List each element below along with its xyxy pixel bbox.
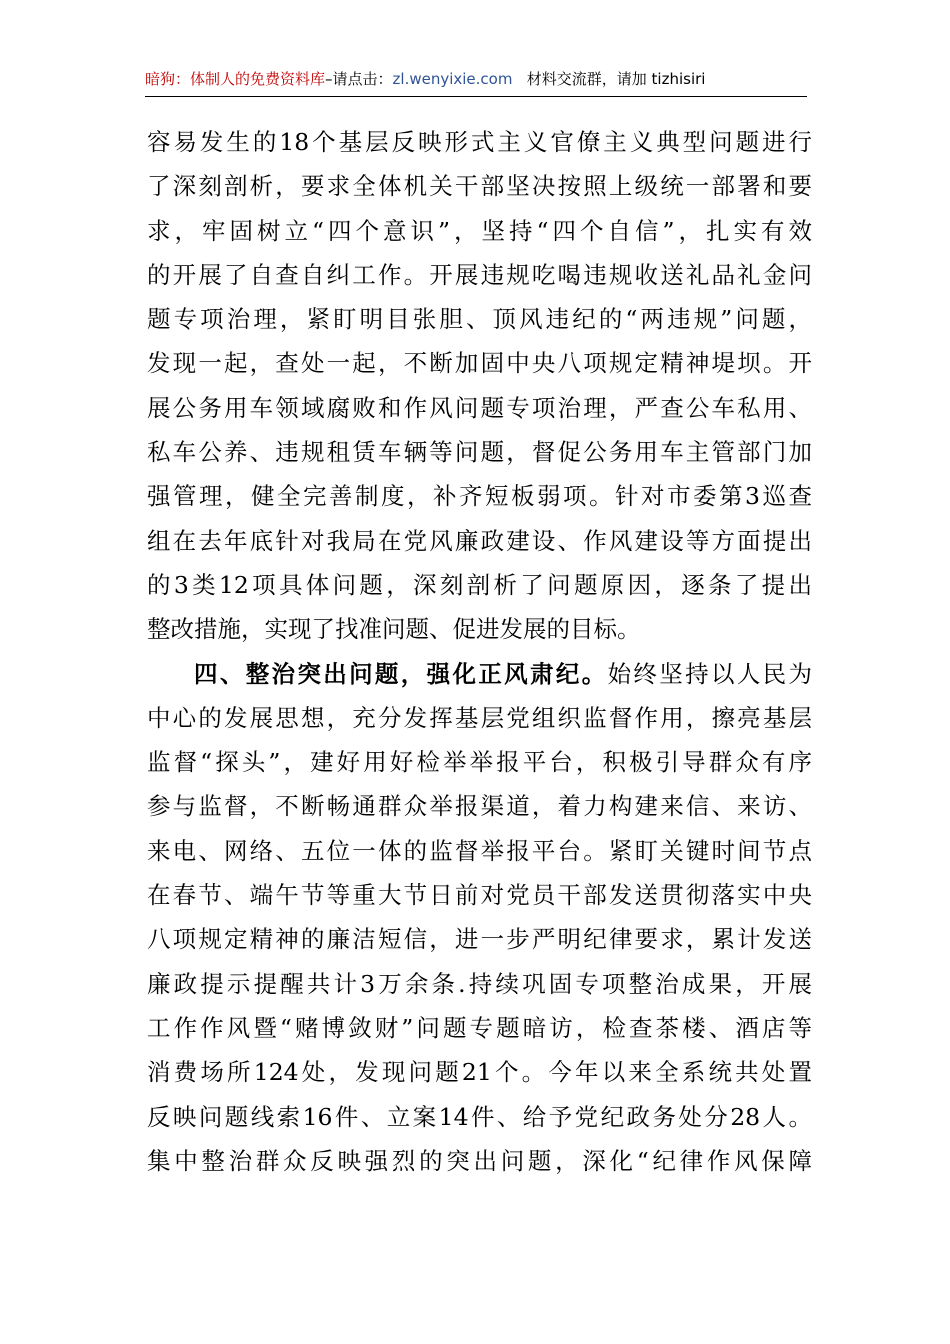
text-line: 展公务用车领域腐败和作风问题专项治理，严查公车私用、 (147, 393, 812, 422)
text-line: 题专项治理，紧盯明目张胆、顶风违纪的“两违规”问题， (147, 305, 812, 334)
text-line: 求，牢固树立“四个意识”，坚持“四个自信”，扎实有效 (147, 216, 812, 245)
text-line: 了深刻剖析，要求全体机关干部坚决按照上级统一部署和要 (147, 172, 812, 201)
text-line (147, 652, 812, 696)
text-line: 的3类12项具体问题，深刻剖析了问题原因，逐条了提出 (147, 570, 812, 599)
paragraph-2 (147, 652, 812, 1184)
text-line: 发现一起，查处一起，不断加固中央八项规定精神堤坝。开 (147, 349, 812, 378)
text-line: 在春节、端午节等重大节日前对党员干部发送贯彻落实中央 (147, 881, 812, 910)
site-name: 暗狗：体制人的免费资料库 (145, 70, 326, 88)
section-heading: 四、整治突出问题，强化正风肃纪。 (194, 659, 608, 688)
heading-line-rest: 始终坚持以人民为 (607, 659, 813, 688)
site-url-link[interactable]: zl.wenyixie.com (392, 70, 513, 88)
text-line: 强管理，健全完善制度，补齐短板弱项。针对市委第3巡查 (147, 482, 812, 511)
text-line: 消费场所124处，发现问题21个。今年以来全系统共处置 (147, 1058, 812, 1087)
text-line: 整改措施，实现了找准问题、促进发展的目标。 (147, 615, 641, 644)
text-line: 廉政提示提醒共计3万余条.持续巩固专项整治成果，开展 (147, 969, 812, 998)
text-line: 八项规定精神的廉洁短信，进一步严明纪律要求，累计发送 (147, 925, 812, 954)
text-line: 的开展了自查自纠工作。开展违规吃喝违规收送礼品礼金问 (147, 260, 812, 289)
page-header (145, 68, 807, 97)
text-line: 监督“探头”，建好用好检举举报平台，积极引导群众有序 (147, 748, 812, 777)
text-line: 反映问题线索16件、立案14件、给予党纪政务处分28人。 (147, 1102, 812, 1131)
text-line: 集中整治群众反映强烈的突出问题，深化“纪律作风保障 (147, 1146, 812, 1175)
text-line: 组在去年底针对我局在党风廉政建设、作风建设等方面提出 (147, 526, 812, 555)
document-body (147, 120, 812, 1183)
text-line: 中心的发展思想，充分发挥基层党组织监督作用，擦亮基层 (147, 703, 812, 732)
paragraph-1 (147, 120, 812, 652)
click-prompt: –请点击： (325, 70, 393, 88)
text-line: 容易发生的18个基层反映形式主义官僚主义典型问题进行 (147, 128, 812, 156)
text-line: 参与监督，不断畅通群众举报渠道，着力构建来信、来访、 (147, 792, 812, 821)
text-line: 私车公养、违规租赁车辆等问题，督促公务用车主管部门加 (147, 438, 812, 467)
group-note: 材料交流群，请加 tizhisiri (526, 70, 706, 88)
text-line: 工作作风暨“赌博敛财”问题专题暗访，检查茶楼、酒店等 (147, 1013, 812, 1042)
text-line: 来电、网络、五位一体的监督举报平台。紧盯关键时间节点 (147, 836, 812, 865)
